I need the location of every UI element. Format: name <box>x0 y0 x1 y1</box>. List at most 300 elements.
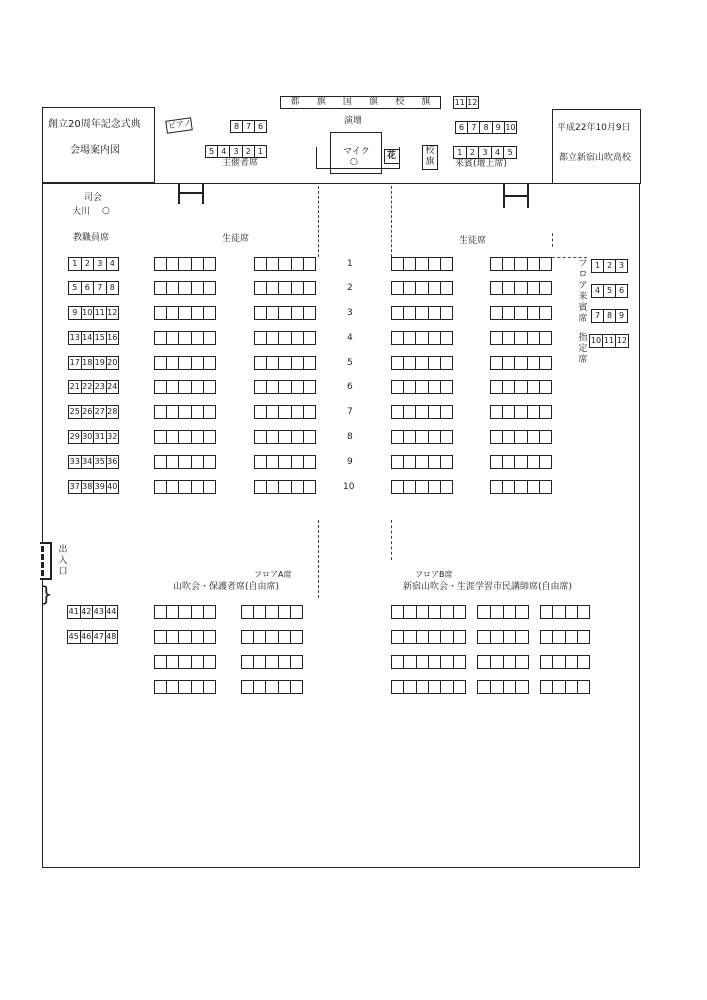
seat <box>267 282 279 294</box>
seat <box>478 656 491 668</box>
seat <box>553 606 565 618</box>
seat <box>167 431 179 443</box>
seat <box>416 332 428 344</box>
seat <box>491 406 503 418</box>
seat <box>179 631 191 643</box>
seat <box>179 481 191 493</box>
seat-number: 44 <box>106 607 117 616</box>
staff-seat-row <box>68 331 119 345</box>
student-seat-row <box>391 455 453 469</box>
row-number: 1 <box>347 259 353 269</box>
seat-number: 18 <box>82 358 93 367</box>
seat <box>441 456 452 468</box>
seat <box>416 307 428 319</box>
aisle-right-top <box>391 186 392 257</box>
seat <box>515 406 527 418</box>
student-seat-row <box>254 306 316 320</box>
seat-number: 25 <box>69 407 80 416</box>
mc-label: 司会 <box>84 193 103 203</box>
student-seat-row <box>391 430 453 444</box>
seat <box>167 481 179 493</box>
seat <box>441 381 452 393</box>
seat <box>155 631 167 643</box>
seat <box>292 357 304 369</box>
seat <box>441 431 452 443</box>
seat <box>204 258 215 270</box>
seat <box>167 606 179 618</box>
seat <box>204 656 215 668</box>
seat <box>192 357 204 369</box>
student-seat-row <box>154 356 216 370</box>
stairs-left <box>178 184 204 204</box>
seat <box>515 381 527 393</box>
row-number: 9 <box>347 457 353 467</box>
seat <box>167 332 179 344</box>
flag-seats <box>453 96 479 109</box>
seat <box>155 456 167 468</box>
seat <box>279 381 291 393</box>
seat <box>441 307 452 319</box>
seat <box>553 656 565 668</box>
seat <box>392 332 404 344</box>
student-seat-row <box>154 455 216 469</box>
seat <box>553 681 565 693</box>
seat <box>192 307 204 319</box>
seat <box>441 481 452 493</box>
seat <box>404 381 416 393</box>
seat <box>478 631 491 643</box>
staff-seat-row <box>68 430 119 444</box>
seat <box>279 406 291 418</box>
seat <box>454 606 465 618</box>
host-seat-6: 6 <box>257 122 264 131</box>
flag-seat-11: 11 <box>454 98 465 107</box>
staff-seat-row <box>68 380 119 394</box>
seat <box>392 481 404 493</box>
seat <box>179 307 191 319</box>
flag-label-5: 校 <box>395 97 405 107</box>
seat <box>267 307 279 319</box>
seat <box>515 481 527 493</box>
seat <box>478 606 491 618</box>
seat <box>515 332 527 344</box>
event-date: 平成22年10月9日 <box>557 123 631 133</box>
seat <box>255 381 267 393</box>
seat-number: 40 <box>107 482 118 491</box>
seat <box>167 456 179 468</box>
seat-number: 12 <box>107 308 118 317</box>
seat <box>540 357 551 369</box>
staff-seat-row <box>68 257 119 271</box>
seat <box>192 481 204 493</box>
seat <box>255 431 267 443</box>
seat-number: 10 <box>590 336 602 345</box>
seat <box>192 681 204 693</box>
student-seat-row <box>391 306 453 320</box>
seat <box>578 606 589 618</box>
seat <box>304 406 315 418</box>
student-seat-row <box>154 380 216 394</box>
seat <box>279 631 291 643</box>
flags-labels <box>282 97 439 108</box>
seat <box>267 332 279 344</box>
floor-b-seat-row <box>477 630 529 644</box>
student-seat-row <box>154 405 216 419</box>
seat-number: 48 <box>106 632 117 641</box>
host-seat-4: 4 <box>218 146 230 157</box>
seat <box>167 381 179 393</box>
seat <box>515 282 527 294</box>
seat <box>292 282 304 294</box>
seat <box>155 681 167 693</box>
seat <box>515 357 527 369</box>
seat <box>266 606 278 618</box>
seat <box>503 481 515 493</box>
seat <box>504 606 517 618</box>
seat-number: 26 <box>82 407 93 416</box>
seat <box>292 456 304 468</box>
staff-seat-row <box>68 405 119 419</box>
student-seat-row <box>490 405 552 419</box>
aisle-left-top <box>318 186 319 257</box>
seat-number: 3 <box>618 261 625 270</box>
podium-label: 演壇 <box>344 116 363 126</box>
student-seat-row <box>490 331 552 345</box>
seat <box>441 258 452 270</box>
entrance-brace: } <box>40 582 53 606</box>
mc-name: 大川 <box>72 207 91 217</box>
seat <box>578 656 589 668</box>
seat-number: 19 <box>94 358 105 367</box>
date-box <box>552 109 641 184</box>
seat-number: 6 <box>82 282 95 294</box>
seat <box>541 631 553 643</box>
seat <box>291 656 302 668</box>
seat <box>404 456 416 468</box>
seat <box>155 431 167 443</box>
seat <box>155 481 167 493</box>
seat <box>515 456 527 468</box>
floor-guest-label-2: 指定席 <box>578 333 588 365</box>
seat <box>255 258 267 270</box>
seat-number: 31 <box>94 432 105 441</box>
seat <box>540 332 551 344</box>
student-seat-row <box>254 380 316 394</box>
seat <box>267 381 279 393</box>
seat <box>192 431 204 443</box>
seat <box>192 282 204 294</box>
seat <box>392 357 404 369</box>
flag-seat-12: 12 <box>467 98 478 107</box>
seat-number: 21 <box>69 382 80 391</box>
seat <box>504 631 517 643</box>
seat <box>429 631 441 643</box>
floor-guest-seat-row <box>591 309 628 323</box>
seat <box>416 481 428 493</box>
seat-number: 7 <box>592 310 604 322</box>
seat-number: 1 <box>69 258 82 270</box>
seat <box>515 258 527 270</box>
floor-b-seat-row <box>477 680 529 694</box>
seat <box>504 656 517 668</box>
host-label: 主催者席 <box>222 158 259 168</box>
seat <box>429 381 441 393</box>
floor-a-seat-row <box>241 605 303 619</box>
seat <box>179 357 191 369</box>
student-seat-row <box>254 405 316 419</box>
seat <box>503 332 515 344</box>
student-seat-row <box>391 281 453 295</box>
seat <box>304 456 315 468</box>
seat <box>441 631 453 643</box>
student-seat-row <box>391 380 453 394</box>
seat <box>429 681 441 693</box>
seat <box>192 656 204 668</box>
staff-seat-row <box>67 605 118 619</box>
seat-number: 4 <box>592 285 604 297</box>
seat <box>255 357 267 369</box>
seat <box>541 606 553 618</box>
school-name: 都立新宿山吹高校 <box>559 153 632 163</box>
seat <box>167 631 179 643</box>
students-label-left: 生徒席 <box>222 234 250 244</box>
guest-seat-10: 10 <box>505 123 516 132</box>
seat-number: 43 <box>93 607 104 616</box>
seat <box>416 406 428 418</box>
seat <box>392 282 404 294</box>
seat <box>179 406 191 418</box>
seat <box>292 481 304 493</box>
host-seat-5: 5 <box>206 146 218 157</box>
seat-number: 6 <box>618 286 625 295</box>
seat-number: 34 <box>82 457 93 466</box>
seat <box>491 357 503 369</box>
seat <box>292 332 304 344</box>
seat <box>204 332 215 344</box>
seat <box>503 431 515 443</box>
seat <box>279 481 291 493</box>
seat <box>566 681 578 693</box>
seat <box>304 258 315 270</box>
mic-label: マイク <box>343 147 370 157</box>
seat <box>441 357 452 369</box>
student-seat-row <box>490 356 552 370</box>
seat <box>155 307 167 319</box>
seat <box>255 332 267 344</box>
seat <box>503 357 515 369</box>
student-seat-row <box>490 306 552 320</box>
row-number: 7 <box>347 407 353 417</box>
map-title: 会場案内図 <box>70 145 120 156</box>
host-seat-7: 7 <box>243 121 255 132</box>
seat <box>441 406 452 418</box>
student-seat-row <box>490 380 552 394</box>
seat <box>429 431 441 443</box>
student-seat-row <box>490 257 552 271</box>
seat <box>417 606 429 618</box>
seat <box>242 681 254 693</box>
seat <box>454 631 465 643</box>
seat <box>429 606 441 618</box>
row-number: 8 <box>347 432 353 442</box>
aisle-left-bottom <box>318 520 319 598</box>
seat <box>429 332 441 344</box>
guest-seat-7: 7 <box>468 122 480 133</box>
seat-number: 8 <box>604 310 616 322</box>
seat <box>540 381 551 393</box>
seat <box>179 332 191 344</box>
seat <box>404 406 416 418</box>
student-seat-row <box>254 331 316 345</box>
seat <box>155 656 167 668</box>
floor-guest-seat-row <box>589 334 629 348</box>
seat <box>155 258 167 270</box>
guest-seats-bottom <box>453 146 517 159</box>
seat <box>429 258 441 270</box>
seat <box>254 606 266 618</box>
seat-number: 16 <box>107 333 118 342</box>
seat <box>291 631 302 643</box>
seat <box>267 357 279 369</box>
student-seat-row <box>391 331 453 345</box>
seat <box>255 481 267 493</box>
seat-number: 24 <box>107 382 118 391</box>
seat-number: 2 <box>604 260 616 272</box>
seat <box>167 357 179 369</box>
seat-number: 5 <box>604 285 616 297</box>
host-seat-1: 1 <box>257 147 263 156</box>
seat <box>392 656 404 668</box>
seat <box>267 456 279 468</box>
floor-b-seat-row <box>540 680 590 694</box>
seat <box>204 681 215 693</box>
seat <box>304 381 315 393</box>
seat <box>541 656 553 668</box>
seat <box>167 406 179 418</box>
seat <box>266 631 278 643</box>
seat <box>404 481 416 493</box>
seat <box>528 381 540 393</box>
seat <box>279 656 291 668</box>
floor-b-seat-row <box>540 655 590 669</box>
seat <box>255 456 267 468</box>
seat <box>179 282 191 294</box>
seat <box>392 456 404 468</box>
student-seat-row <box>391 405 453 419</box>
student-seat-row <box>154 331 216 345</box>
seat <box>204 307 215 319</box>
floor-a-seat-row <box>154 680 216 694</box>
seat <box>155 282 167 294</box>
floor-a-subtitle: 山吹会・保護者席(自由席) <box>173 582 280 592</box>
seat <box>254 631 266 643</box>
row-number: 5 <box>347 358 353 368</box>
seat <box>192 631 204 643</box>
row-number: 6 <box>347 382 353 392</box>
seat <box>292 258 304 270</box>
entrance-label: 出入口 <box>58 545 68 577</box>
seat <box>304 332 315 344</box>
seat <box>417 681 429 693</box>
seat-number: 23 <box>94 382 105 391</box>
piano-label: ピアノ <box>167 118 192 131</box>
seat <box>441 681 453 693</box>
floor-b-seat-row <box>540 605 590 619</box>
student-seat-row <box>490 455 552 469</box>
seat <box>179 656 191 668</box>
seat <box>503 258 515 270</box>
seat <box>528 456 540 468</box>
seat <box>491 481 503 493</box>
seat-number: 4 <box>109 259 115 268</box>
school-flag-label: 校旗 <box>425 146 435 167</box>
seat <box>292 406 304 418</box>
seat <box>503 381 515 393</box>
seat <box>416 282 428 294</box>
seat <box>491 332 503 344</box>
seat <box>429 307 441 319</box>
seat <box>528 431 540 443</box>
seat-number: 20 <box>107 358 118 367</box>
seat <box>155 332 167 344</box>
seat <box>279 431 291 443</box>
student-seat-row <box>391 480 453 494</box>
seat-number: 3 <box>94 258 107 270</box>
student-seat-row <box>391 257 453 271</box>
floor-a-seat-row <box>241 630 303 644</box>
seat <box>204 481 215 493</box>
flag-label-4: 旗 <box>369 97 379 107</box>
guest-seat-4: 4 <box>492 147 505 158</box>
seat <box>242 606 254 618</box>
seat <box>404 307 416 319</box>
seat-number: 37 <box>69 482 80 491</box>
seat <box>429 456 441 468</box>
seat <box>279 282 291 294</box>
floor-a-seat-row <box>154 605 216 619</box>
floor-guest-seat-row <box>591 259 628 273</box>
host-seats-top <box>230 120 267 133</box>
seat-number: 14 <box>82 333 93 342</box>
host-seats-bottom <box>205 145 267 158</box>
students-label-right: 生徒席 <box>459 236 487 246</box>
seat <box>192 606 204 618</box>
seat-number: 29 <box>69 432 80 441</box>
seat <box>528 258 540 270</box>
seat <box>267 406 279 418</box>
seat <box>528 357 540 369</box>
seat-number: 30 <box>82 432 93 441</box>
seat <box>267 431 279 443</box>
seat <box>392 258 404 270</box>
seat <box>292 381 304 393</box>
staff-seat-row <box>68 281 119 295</box>
guest-seat-8: 8 <box>480 122 492 133</box>
student-seat-row <box>154 281 216 295</box>
seat-number: 46 <box>81 632 92 641</box>
seat <box>528 282 540 294</box>
seat <box>416 381 428 393</box>
seat <box>392 681 404 693</box>
seat <box>441 282 452 294</box>
guest-label: 来賓(壇上席) <box>455 159 508 169</box>
seat <box>454 656 465 668</box>
seat <box>504 681 517 693</box>
seat <box>167 258 179 270</box>
seat <box>429 282 441 294</box>
seat <box>167 282 179 294</box>
seat <box>491 258 503 270</box>
